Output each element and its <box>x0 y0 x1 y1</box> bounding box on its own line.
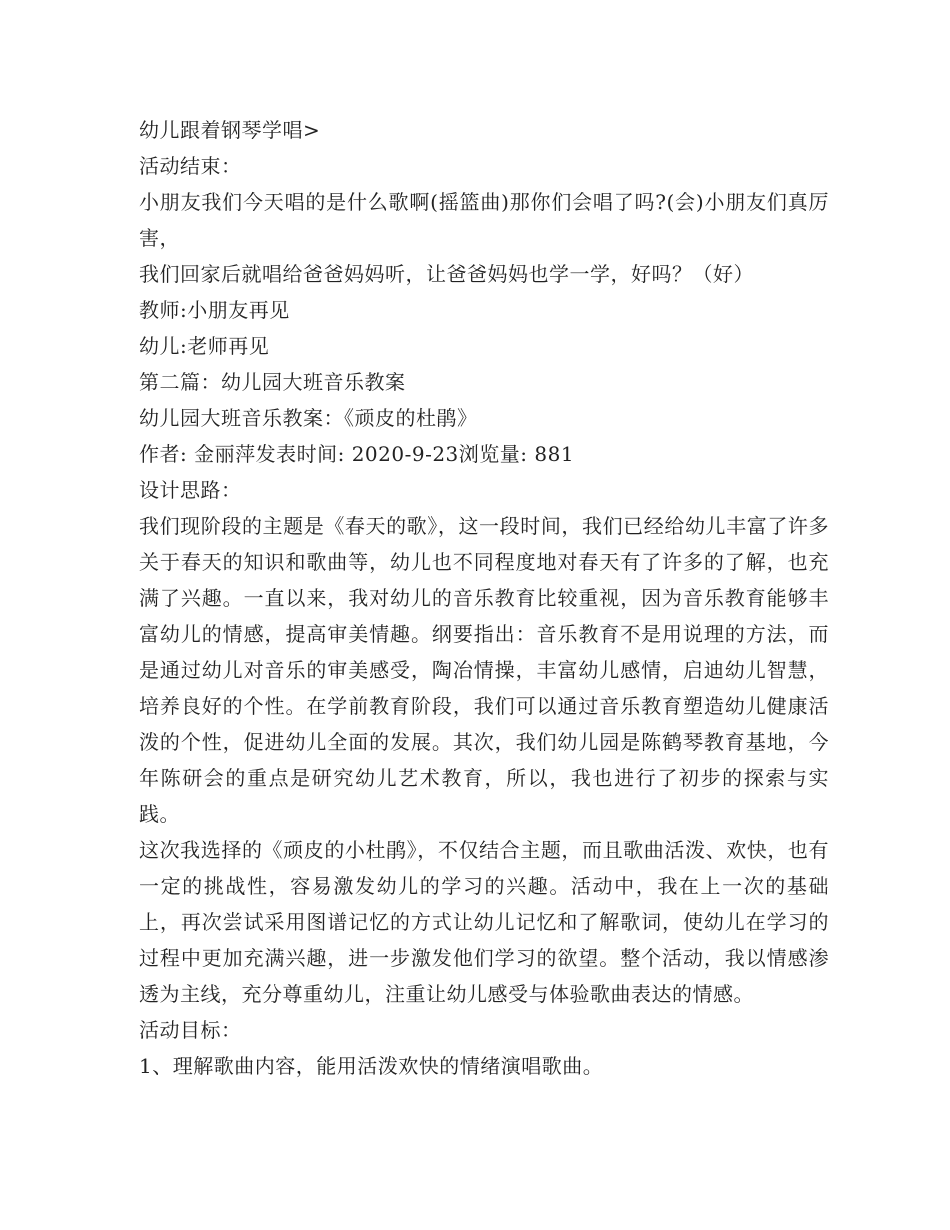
paragraph-design-rationale: 我们现阶段的主题是《春天的歌》，这一段时间，我们已经给幼儿丰富了许多关于春天的知识和歌曲等，幼儿也不同程度地对春天有了许多的了解，也充满了兴趣。一直以来，我对幼儿的音乐教育比较重视，因为音乐教育能够丰富幼儿的情感，提高审美情趣。纲要指出：音乐教育不是用说理的方法，而是通过幼儿对音乐的审美感受，陶冶情操，丰富幼儿感情，启迪幼儿智慧，培养良好的个性。在学前教育阶段，我们可以通过音乐教育塑造幼儿健康活泼的个性，促进幼儿全面的发展。其次，我们幼儿园是陈鹤琴教育基地，今年陈研会的重点是研究幼儿艺术教育，所以，我也进行了初步的探索与实践。 <box>139 514 829 826</box>
paragraph-teacher-question: 小朋友我们今天唱的是什么歌啊(摇篮曲)那你们会唱了吗?(会)小朋友们真厉害， <box>139 190 829 250</box>
author-meta-line: 作者: 金丽萍发表时间: 2020-9-23浏览量: 881 <box>139 442 575 466</box>
text-line-child-goodbye: 幼儿:老师再见 <box>139 334 270 358</box>
text-line-sing-at-home: 我们回家后就唱给爸爸妈妈听，让爸爸妈妈也学一学，好吗？（好） <box>139 262 754 286</box>
section-heading-activity-goals: 活动目标： <box>139 1018 242 1042</box>
section-heading-activity-end: 活动结束： <box>139 154 242 178</box>
goal-item-1: 1、理解歌曲内容，能用活泼欢快的情绪演唱歌曲。 <box>139 1054 604 1078</box>
paragraph-song-choice: 这次我选择的《顽皮的小杜鹃》，不仅结合主题，而且歌曲活泼、欢快，也有一定的挑战性，容易激发幼儿的学习的兴趣。活动中，我在上一次的基础上，再次尝试采用图谱记忆的方式让幼儿记忆和了解歌词，使幼儿在学习的过程中更加充满兴趣，进一步激发他们学习的欲望。整个活动，我以情感渗透为主线，充分尊重幼儿，注重让幼儿感受与体验歌曲表达的情感。 <box>139 838 829 1006</box>
text-line-sing-along: 幼儿跟着钢琴学唱> <box>139 118 321 142</box>
text-line-teacher-goodbye: 教师:小朋友再见 <box>139 298 290 322</box>
document-body <box>139 112 829 1084</box>
chapter-title-part-two: 第二篇：幼儿园大班音乐教案 <box>139 370 406 394</box>
section-heading-design-idea: 设计思路： <box>139 478 242 502</box>
lesson-plan-title: 幼儿园大班音乐教案：《顽皮的杜鹃》 <box>139 406 478 430</box>
